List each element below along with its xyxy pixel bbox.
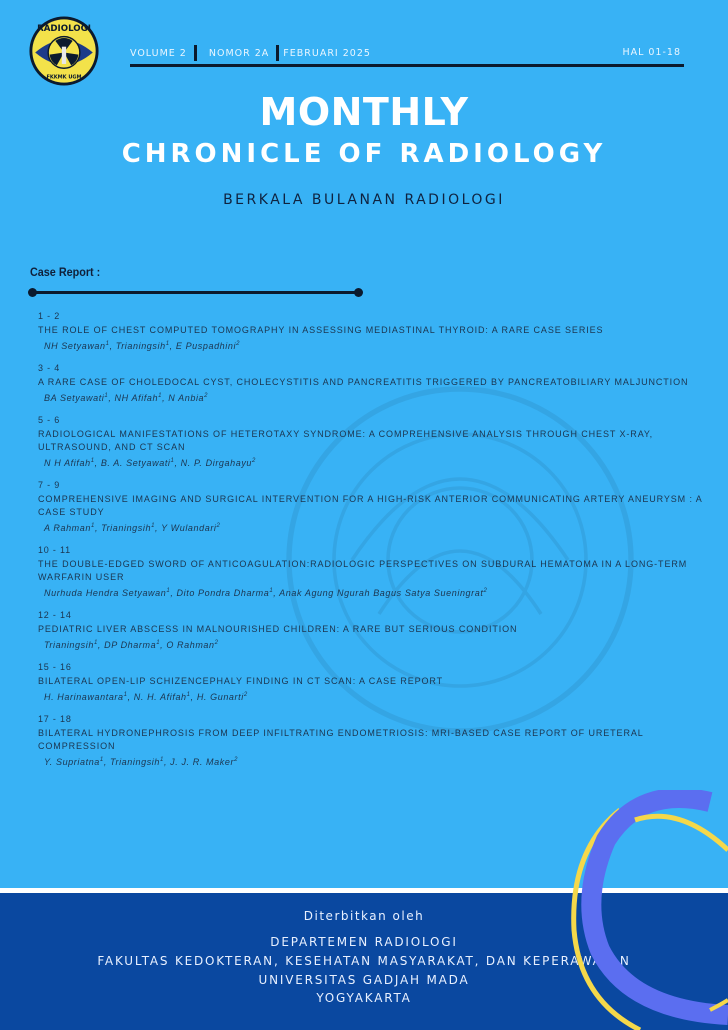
article-pages: 15 - 16: [38, 662, 72, 672]
article-authors: NH Setyawan$^1$, Trianingsih$^1$, E Puspadhini$^2$: [44, 341, 241, 351]
journal-title-line1: MONTHLY: [259, 90, 469, 134]
article-authors: Trianingsih$^1$, DP Dharma$^1$, O Rahman$^2$: [44, 640, 219, 650]
divider: [194, 45, 197, 61]
date-label: FEBRUARI 2025: [283, 47, 371, 59]
rule-endpoint-dot: [28, 288, 37, 297]
article-authors: Nurhuda Hendra Setyawan$^1$, Dito Pondra Dharma$^1$, Anak Agung Ngurah Bagus Satya Sueningrat$^2$: [44, 588, 488, 598]
article-item[interactable]: [38, 414, 718, 470]
article-item[interactable]: [38, 713, 718, 769]
svg-text:FKKMK UGM: FKKMK UGM: [46, 74, 82, 81]
header-rule: [130, 64, 684, 67]
radiologi-logo: [28, 15, 100, 87]
article-authors: BA Setyawati$^1$, NH Afifah$^1$, N Anbia$^2$: [44, 393, 209, 403]
article-item[interactable]: [38, 362, 718, 405]
volume-label: VOLUME 2: [130, 47, 187, 59]
article-item[interactable]: [38, 544, 718, 600]
article-item[interactable]: [38, 661, 718, 704]
section-rule: [32, 291, 358, 294]
article-item[interactable]: [38, 479, 718, 535]
city-name: YOGYAKARTA: [316, 991, 412, 1005]
svg-text:RADIOLOGI: RADIOLOGI: [37, 23, 91, 34]
article-item[interactable]: [38, 609, 718, 652]
article-title[interactable]: A RARE CASE OF CHOLEDOCAL CYST, CHOLECYSTITIS AND PANCREATITIS TRIGGERED BY PANCREATOBILIARY MALJUNCTION: [38, 377, 689, 387]
article-pages: 10 - 11: [38, 545, 71, 555]
article-title[interactable]: BILATERAL OPEN-LIP SCHIZENCEPHALY FINDING IN CT SCAN: A CASE REPORT: [38, 676, 444, 686]
article-authors: N H Afifah$^1$, B. A. Setyawati$^1$, N. P. Dirgahayu$^2$: [44, 458, 256, 468]
article-pages: 1 - 2: [38, 311, 61, 321]
article-title[interactable]: BILATERAL HYDRONEPHROSIS FROM DEEP INFILTRATING ENDOMETRIOSIS: MRI-BASED CASE REPORT OF URETERAL COMPRESSION: [38, 728, 644, 751]
article-title[interactable]: COMPREHENSIVE IMAGING AND SURGICAL INTERVENTION FOR A HIGH-RISK ANTERIOR COMMUNICATING ARTERY ANEURYSM : A CASE STUDY: [38, 494, 703, 517]
number-label: NOMOR 2A: [208, 47, 270, 59]
journal-title-line2: CHRONICLE OF RADIOLOGY: [121, 139, 607, 169]
article-title[interactable]: THE ROLE OF CHEST COMPUTED TOMOGRAPHY IN ASSESSING MEDIASTINAL THYROID: A RARE CASE SERIES: [38, 325, 604, 335]
divider: [276, 45, 279, 61]
article-title[interactable]: RADIOLOGICAL MANIFESTATIONS OF HETEROTAXY SYNDROME: A COMPREHENSIVE ANALYSIS THROUGH CHEST X-RAY, ULTRASOUND, AND CT SCAN: [38, 429, 654, 452]
article-pages: 12 - 14: [38, 610, 72, 620]
article-authors: H. Harinawantara$^1$, N. H. Afifah$^1$, H. Gunarti$^2$: [44, 692, 248, 702]
department-name: DEPARTEMEN RADIOLOGI: [270, 935, 458, 949]
article-pages: 7 - 9: [38, 480, 61, 490]
article-pages: 5 - 6: [38, 415, 61, 425]
article-pages: 17 - 18: [38, 714, 72, 724]
article-title[interactable]: PEDIATRIC LIVER ABSCESS IN MALNOURISHED CHILDREN: A RARE BUT SERIOUS CONDITION: [38, 624, 518, 634]
issue-meta: [130, 44, 374, 62]
article-authors: Y. Supriatna$^1$, Trianingsih$^1$, J. J. R. Maker$^2$: [44, 757, 238, 767]
rule-endpoint-dot: [354, 288, 363, 297]
journal-subtitle: BERKALA BULANAN RADIOLOGI: [223, 192, 505, 208]
decorative-arcs: [560, 790, 728, 1030]
university-name: UNIVERSITAS GADJAH MADA: [258, 973, 470, 987]
article-title[interactable]: THE DOUBLE-EDGED SWORD OF ANTICOAGULATION:RADIOLOGIC PERSPECTIVES ON SUBDURAL HEMATOMA IN A LONG-TERM WARFARIN USER: [38, 559, 688, 582]
section-heading: Case Report :: [30, 265, 101, 279]
article-authors: A Rahman$^1$, Trianingsih$^1$, Y Wulandari$^2$: [44, 523, 221, 533]
article-pages: 3 - 4: [38, 363, 61, 373]
page-range: HAL 01-18: [622, 47, 681, 58]
article-list: [38, 310, 718, 778]
published-by-label: Diterbitkan oleh: [303, 909, 425, 923]
article-item[interactable]: [38, 310, 718, 353]
faculty-name: FAKULTAS KEDOKTERAN, KESEHATAN MASYARAKAT, DAN KEPERAWATAN: [97, 954, 631, 968]
